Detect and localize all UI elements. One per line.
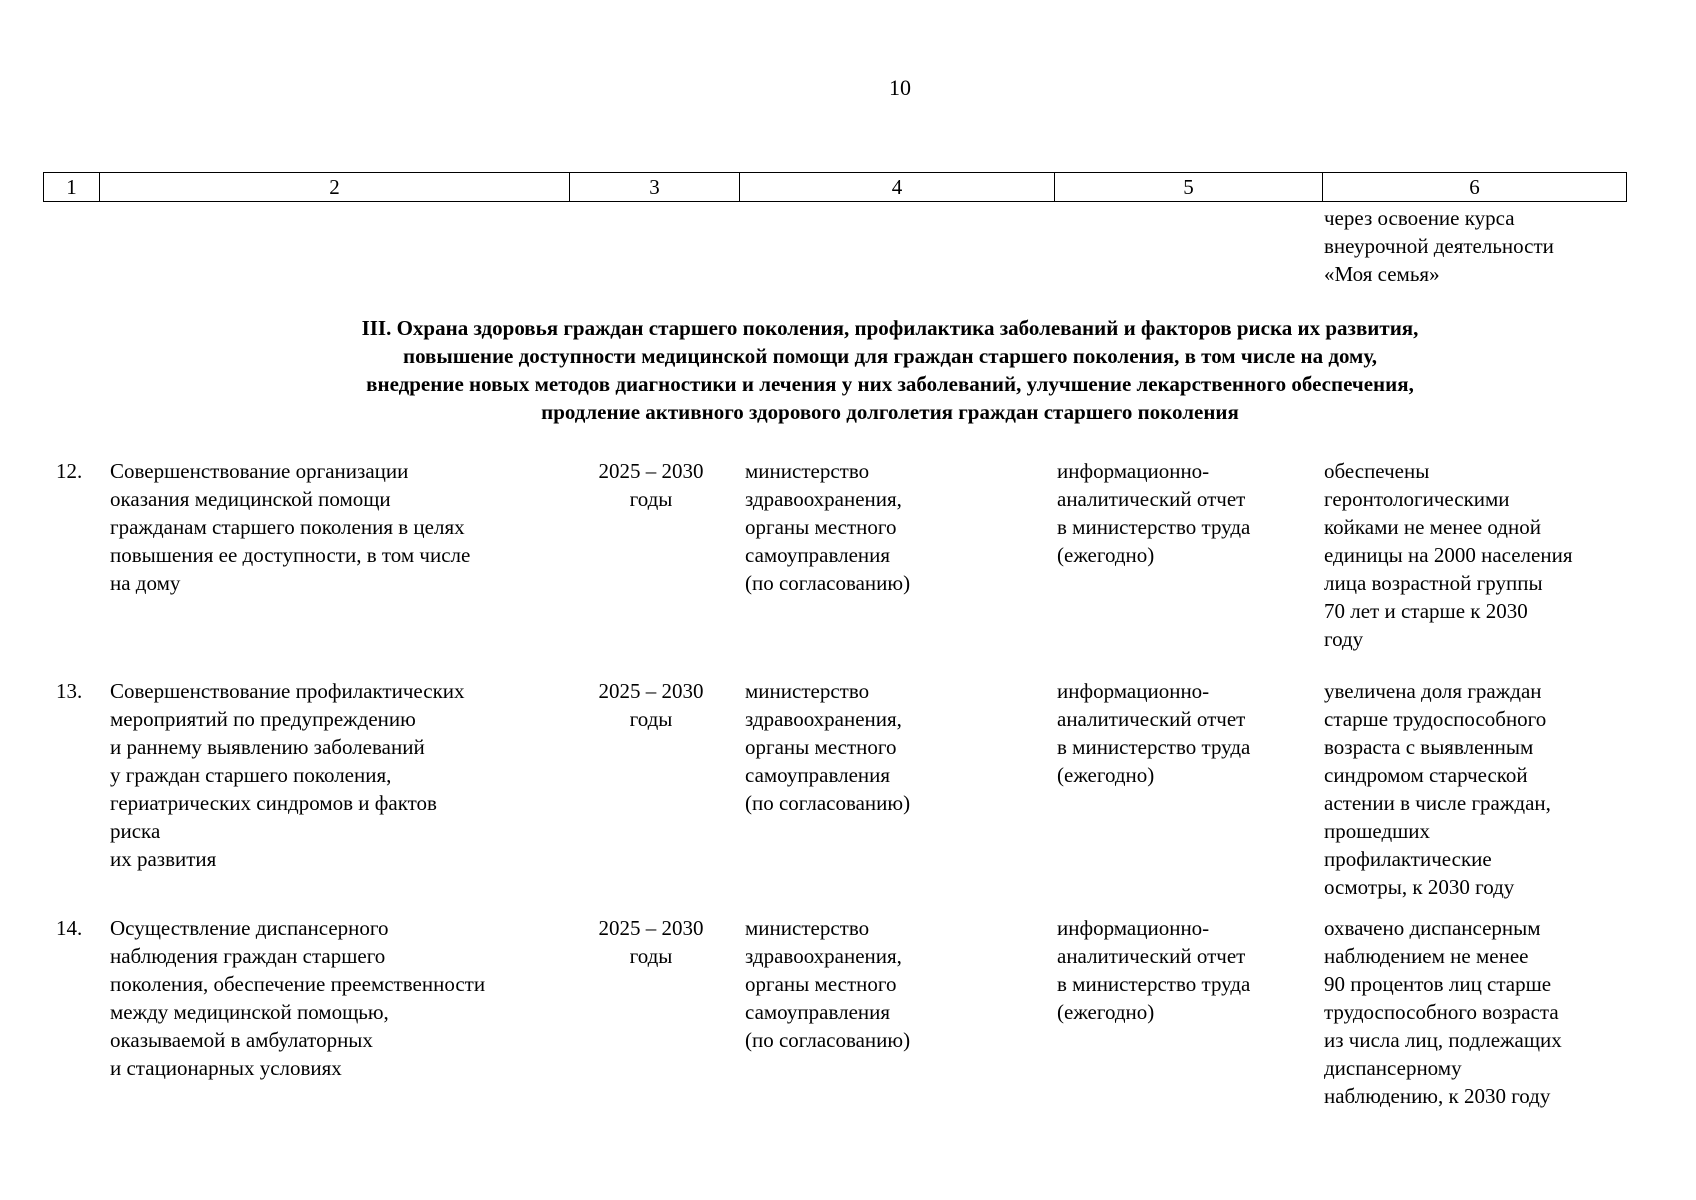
period-text: 2025 – 2030 годы — [598, 459, 704, 511]
carryover-result-text: через освоение курса внеурочной деятельности «Моя семья» — [1324, 206, 1554, 286]
period-text: 2025 – 2030 годы — [598, 679, 704, 731]
column-number-3: 3 — [570, 173, 740, 202]
report-text: информационно- аналитический отчет в министерство труда (ежегодно) — [1057, 916, 1251, 1024]
row-number: 13. — [56, 679, 83, 703]
result-text: увеличена доля граждан старше трудоспособного возраста с выявленным синдромом старческой астении в числе граждан, прошедших профилактические осмотры, к 2030 году — [1324, 679, 1551, 899]
executor-text: министерство здравоохранения, органы местного самоуправления (по согласованию) — [745, 916, 911, 1052]
section-title: III. Охрана здоровья граждан старшего поколения, профилактика заболеваний и факторов риска их развития, повышение доступности медицинской помощи для граждан старшего поколения, в том числе на дому, внедрение новых методов диагностики и лечения у них заболеваний, улучшение лекарственного обеспечения, продление активного здорового долголетия граждан старшего поколения — [361, 316, 1419, 424]
period-text: 2025 – 2030 годы — [598, 916, 704, 968]
row-number: 12. — [56, 459, 83, 483]
report-text: информационно- аналитический отчет в министерство труда (ежегодно) — [1057, 679, 1251, 787]
measure-text: Осуществление диспансерного наблюдения граждан старшего поколения, обеспечение преемственности между медицинской помощью, оказываемой в амбулаторных и стационарных условиях — [110, 916, 486, 1080]
column-number-1: 1 — [44, 173, 100, 202]
column-number-2: 2 — [100, 173, 570, 202]
measure-text: Совершенствование организации оказания медицинской помощи гражданам старшего поколения в целях повышения ее доступности, в том числе на дому — [110, 459, 471, 595]
executor-text: министерство здравоохранения, органы местного самоуправления (по согласованию) — [745, 679, 911, 815]
column-number-6: 6 — [1323, 173, 1627, 202]
result-text: обеспечены геронтологическими койками не менее одной единицы на 2000 населения лица возрастной группы 70 лет и старше к 2030 году — [1324, 459, 1573, 651]
row-number: 14. — [56, 916, 83, 940]
column-number-4: 4 — [740, 173, 1055, 202]
column-number-5: 5 — [1055, 173, 1323, 202]
column-number-header — [43, 172, 1627, 202]
page-number: 10 — [889, 75, 911, 100]
report-text: информационно- аналитический отчет в министерство труда (ежегодно) — [1057, 459, 1251, 567]
measure-text: Совершенствование профилактических мероприятий по предупреждению и раннему выявлению заболеваний у граждан старшего поколения, гериатрических синдромов и фактов риска их развития — [110, 679, 465, 871]
executor-text: министерство здравоохранения, органы местного самоуправления (по согласованию) — [745, 459, 911, 595]
result-text: охвачено диспансерным наблюдением не менее 90 процентов лиц старше трудоспособного возраста из числа лиц, подлежащих диспансерному наблюдению, к 2030 году — [1324, 916, 1562, 1108]
